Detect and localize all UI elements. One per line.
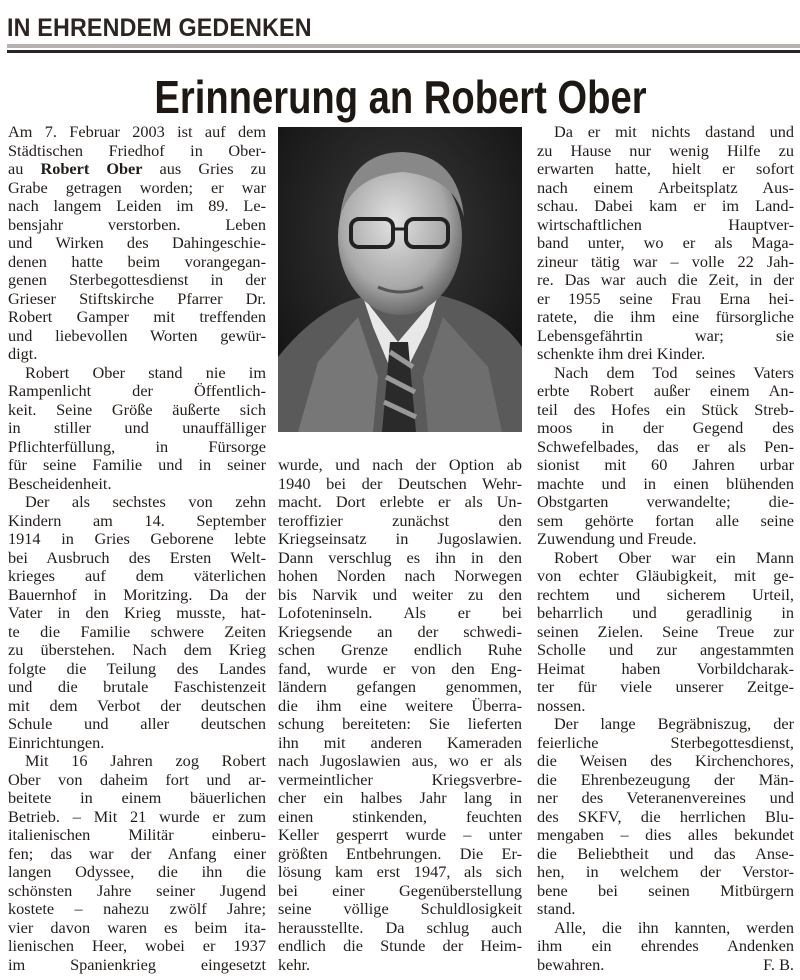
paragraph xyxy=(537,364,794,549)
text-line: seinen Zielen. Seine Treue zur xyxy=(537,621,794,641)
text-line: Schule und aller deutschen xyxy=(8,714,266,733)
text-line: denen hatte beim vorangegan- xyxy=(8,251,266,271)
text-line: wurde, und nach der Option ab xyxy=(278,455,522,474)
text-line: die Beliebtheit und das Anse- xyxy=(537,843,794,863)
article-column-3 xyxy=(537,123,794,974)
text-line: kehr. xyxy=(278,954,311,974)
headline-text: Erinnerung an Robert Ober xyxy=(153,71,647,123)
text-line: nach langem Leiden im 89. Le- xyxy=(8,196,266,215)
text-line: Schwefelbades, das er als Pen- xyxy=(537,436,794,456)
text-line xyxy=(8,160,266,179)
text-line: er 1955 seine Frau Erna hei- xyxy=(537,288,794,308)
text-line: bis Narvik und weiter zu den xyxy=(278,584,522,604)
text-line: Grieser Stiftskirche Pfarrer Dr. xyxy=(8,288,266,308)
portrait-photo xyxy=(278,127,522,432)
text-line: die ihm eine weitere Überra- xyxy=(278,695,522,715)
text-line: Scholle und zur angestammten xyxy=(537,640,794,659)
text-line: im Spanienkrieg eingesetzt xyxy=(8,954,266,974)
text-line: keit. Seine Größe äußerte sich xyxy=(8,399,266,419)
text-line: Robert Gamper mit treffenden xyxy=(8,307,266,326)
text-line: 1914 in Gries Geborene lebte xyxy=(8,529,266,548)
text-line xyxy=(537,956,794,975)
paragraph xyxy=(8,364,266,494)
text-line: Keller gesperrt wurde – unter xyxy=(278,825,522,844)
text-line: seine völlige Schuldlosigkeit xyxy=(278,899,522,918)
author-initials: F. B. xyxy=(763,954,794,974)
text-line: Kindern am 14. September xyxy=(8,510,266,530)
paragraph xyxy=(537,549,794,716)
text-line: kostete – nahezu zwölf Jahre; xyxy=(8,899,266,918)
paragraph xyxy=(537,123,794,364)
text-line: rechtem und sicherem Urteil, xyxy=(537,584,794,604)
text-line: endlich die Stunde der Heim- xyxy=(278,936,522,955)
text-line: Alle, die ihn kannten, werden xyxy=(554,917,794,937)
text-line: moos in der Gegend des xyxy=(537,418,794,437)
text-line: zu überstehen. Nach dem Krieg xyxy=(8,640,266,659)
paragraph xyxy=(278,456,522,974)
paragraph xyxy=(8,752,266,974)
text-line: macht. Dort erlebte er als Un- xyxy=(278,492,522,511)
text-line: Da er mit nichts dastand und xyxy=(554,122,794,141)
text-line: sem gehörte fortan alle seine xyxy=(537,510,794,530)
section-label: IN EHRENDEM GEDENKEN xyxy=(7,14,312,42)
text-line: lienischen Heer, wobei er 1937 xyxy=(8,936,266,955)
text-line: Robert Ober stand nie im xyxy=(25,362,266,382)
text-line: re. Das war auch die Zeit, in der xyxy=(537,270,794,289)
text-line: und Wirken des Dahingeschie- xyxy=(8,233,266,252)
text-line: beharrlich und geradlinig in xyxy=(537,603,794,622)
text-line: schau. Dabei kam er im Land- xyxy=(537,196,794,215)
text-line: Heimat haben Vorbildcharak- xyxy=(537,658,794,678)
text-line: cher ein halbes Jahr lang in xyxy=(278,788,522,807)
text-line: mit dem Verbot der deutschen xyxy=(8,695,266,715)
text-line: Städtischen Friedhof in Ober- xyxy=(8,140,266,160)
text-line: Vater in den Krieg musste, hat- xyxy=(8,603,266,622)
text-line: und liebevollen Worten gewür- xyxy=(8,325,266,345)
text-line: nach einem Arbeitsplatz Aus- xyxy=(537,177,794,197)
text-line: stand. xyxy=(537,899,576,918)
text-line: Grabe getragen worden; er war xyxy=(8,177,266,197)
text-line: machte und in einen blühenden xyxy=(537,473,794,493)
text-line: fand, wurde er von den Eng- xyxy=(278,658,522,678)
text-line: Dann verschlug es ihn in den xyxy=(278,547,522,567)
text-line: ihm ein ehrendes Andenken xyxy=(537,936,794,955)
text-line: mengaben – dies alles bekundet xyxy=(537,825,794,844)
text-line: zu Hause nur wenig Hilfe zu xyxy=(537,140,794,160)
text-line: schung bereiteten: Sie lieferten xyxy=(278,714,522,733)
text-line: die Weisen des Kirchenchores, xyxy=(537,751,794,770)
divider-rule xyxy=(7,50,800,53)
text-line: die Ehrenbezeugung der Män- xyxy=(537,769,794,789)
text-line: Lofoteninseln. Als er bei xyxy=(278,603,522,622)
text-line: band unter, wo er als Maga- xyxy=(537,233,794,252)
text-line: Robert Ober war ein Mann xyxy=(554,547,794,567)
text-line: Pflichterfüllung, in Fürsorge xyxy=(8,436,266,456)
text-line: einen stinkenden, feuchten xyxy=(278,806,522,826)
text-line: erbte Robert außer einem An- xyxy=(537,381,794,400)
text-line: ratete, die ihm eine fürsorgliche xyxy=(537,307,794,326)
text-segment: au xyxy=(8,159,41,178)
text-line: Bauernhof in Moritzing. Da der xyxy=(8,584,266,604)
divider-rule xyxy=(7,44,800,48)
text-line: für seine Familie und in seiner xyxy=(8,455,266,474)
text-line: ter für viele unserer Zeitge- xyxy=(537,677,794,696)
text-line: nach Jugoslawien aus, wo er als xyxy=(278,751,522,770)
text-line: beitete in einem bäuerlichen xyxy=(8,788,266,807)
text-line: Ober von daheim fort und ar- xyxy=(8,769,266,789)
text-line: vier davon waren es beim ita- xyxy=(8,917,266,937)
text-line: Kriegseinsatz in Jugoslawien. xyxy=(278,529,522,548)
text-line: Rampenlicht der Öffentlich- xyxy=(8,381,266,400)
article-column-2 xyxy=(278,456,522,974)
text-line: Nach dem Tod seines Vaters xyxy=(554,362,794,382)
text-line: erwarten hatte, hielt er sofort xyxy=(537,159,794,178)
text-line: in stiller und unauffälliger xyxy=(8,418,266,437)
text-line: lösung kam erst 1947, als sich xyxy=(278,862,522,881)
text-line: des SKFV, die herrlichen Blu- xyxy=(537,806,794,826)
text-line: ländern gefangen genommen, xyxy=(278,677,522,696)
text-line: sionist mit 60 Jahren urbar xyxy=(537,455,794,474)
text-line: bensjahr verstorben. Leben xyxy=(8,214,266,234)
text-line: größten Entbehrungen. Die Er- xyxy=(278,843,522,863)
text-line: Einrichtungen. xyxy=(8,732,105,752)
text-line: krieges auf dem väterlichen xyxy=(8,566,266,585)
text-line: Der als sechstes von zehn xyxy=(25,492,266,511)
text-line: digt. xyxy=(8,344,38,363)
text-line: ihn mit anderen Kameraden xyxy=(278,732,522,752)
paragraph xyxy=(537,919,794,975)
text-line: Der lange Begräbniszug, der xyxy=(554,714,794,733)
text-line: schen Grenze endlich Ruhe xyxy=(278,640,522,659)
text-line: nossen. xyxy=(537,695,586,715)
text-line: Bescheidenheit. xyxy=(8,473,112,493)
text-line: te die Familie schwere Zeiten xyxy=(8,621,266,641)
text-line: von echter Gläubigkeit, mit ge- xyxy=(537,566,794,585)
text-line: schönsten Jahre seiner Jugend xyxy=(8,880,266,900)
text-line: folgte die Teilung des Landes xyxy=(8,658,266,678)
text-line: hen, in welchem der Verstor- xyxy=(537,862,794,881)
text-line: teil des Hofes ein Stück Streb- xyxy=(537,399,794,419)
text-line: Lebensgefährtin war; sie xyxy=(537,325,794,345)
headline xyxy=(0,70,800,124)
text-line: herausstellte. Da schlug auch xyxy=(278,917,522,937)
text-line: langen Odyssee, die ihn die xyxy=(8,862,266,881)
text-line: Kriegsende an der schwedi- xyxy=(278,621,522,641)
text-line: fen; das war der Anfang einer xyxy=(8,843,266,863)
paragraph xyxy=(8,123,266,364)
text-line: teroffizier zunächst den xyxy=(278,510,522,530)
text-line: und die brutale Faschistenzeit xyxy=(8,677,266,696)
text-line: 1940 bei der Deutschen Wehr- xyxy=(278,473,522,493)
text-line: vermeintlicher Kriegsverbre- xyxy=(278,769,522,789)
text-line: Betrieb. – Mit 21 wurde er zum xyxy=(8,806,266,826)
text-line: italienischen Militär einberu- xyxy=(8,825,266,844)
text-line: Am 7. Februar 2003 ist auf dem xyxy=(8,122,266,141)
name-highlight: Robert Ober xyxy=(40,159,143,178)
article-column-1 xyxy=(8,123,266,974)
text-line: bei einer Gegenüberstellung xyxy=(278,880,522,900)
text-segment: aus Gries zu xyxy=(142,159,267,178)
paragraph xyxy=(8,493,266,752)
text-line: Zuwendung und Freude. xyxy=(537,529,697,548)
text-line: zineur tätig war – volle 22 Jah- xyxy=(537,251,794,271)
text-line: Mit 16 Jahren zog Robert xyxy=(25,751,266,770)
text-line: genen Sterbegottesdienst in der xyxy=(8,270,266,289)
text-line: bene bei seinen Mitbürgern xyxy=(537,880,794,900)
text-line: Obstgarten verwandelte; die- xyxy=(537,492,794,511)
text-line: hohen Norden nach Norwegen xyxy=(278,566,522,585)
text-segment: bewahren. xyxy=(537,954,605,974)
text-line: bei Ausbruch des Ersten Welt- xyxy=(8,547,266,567)
text-line: ner des Veteranenvereines und xyxy=(537,788,794,807)
portrait-image xyxy=(278,127,522,432)
paragraph xyxy=(537,715,794,919)
text-line: feierliche Sterbegottesdienst, xyxy=(537,732,794,752)
text-line: schenkte ihm drei Kinder. xyxy=(537,344,706,363)
text-line: wirtschaftlichen Hauptver- xyxy=(537,214,794,234)
